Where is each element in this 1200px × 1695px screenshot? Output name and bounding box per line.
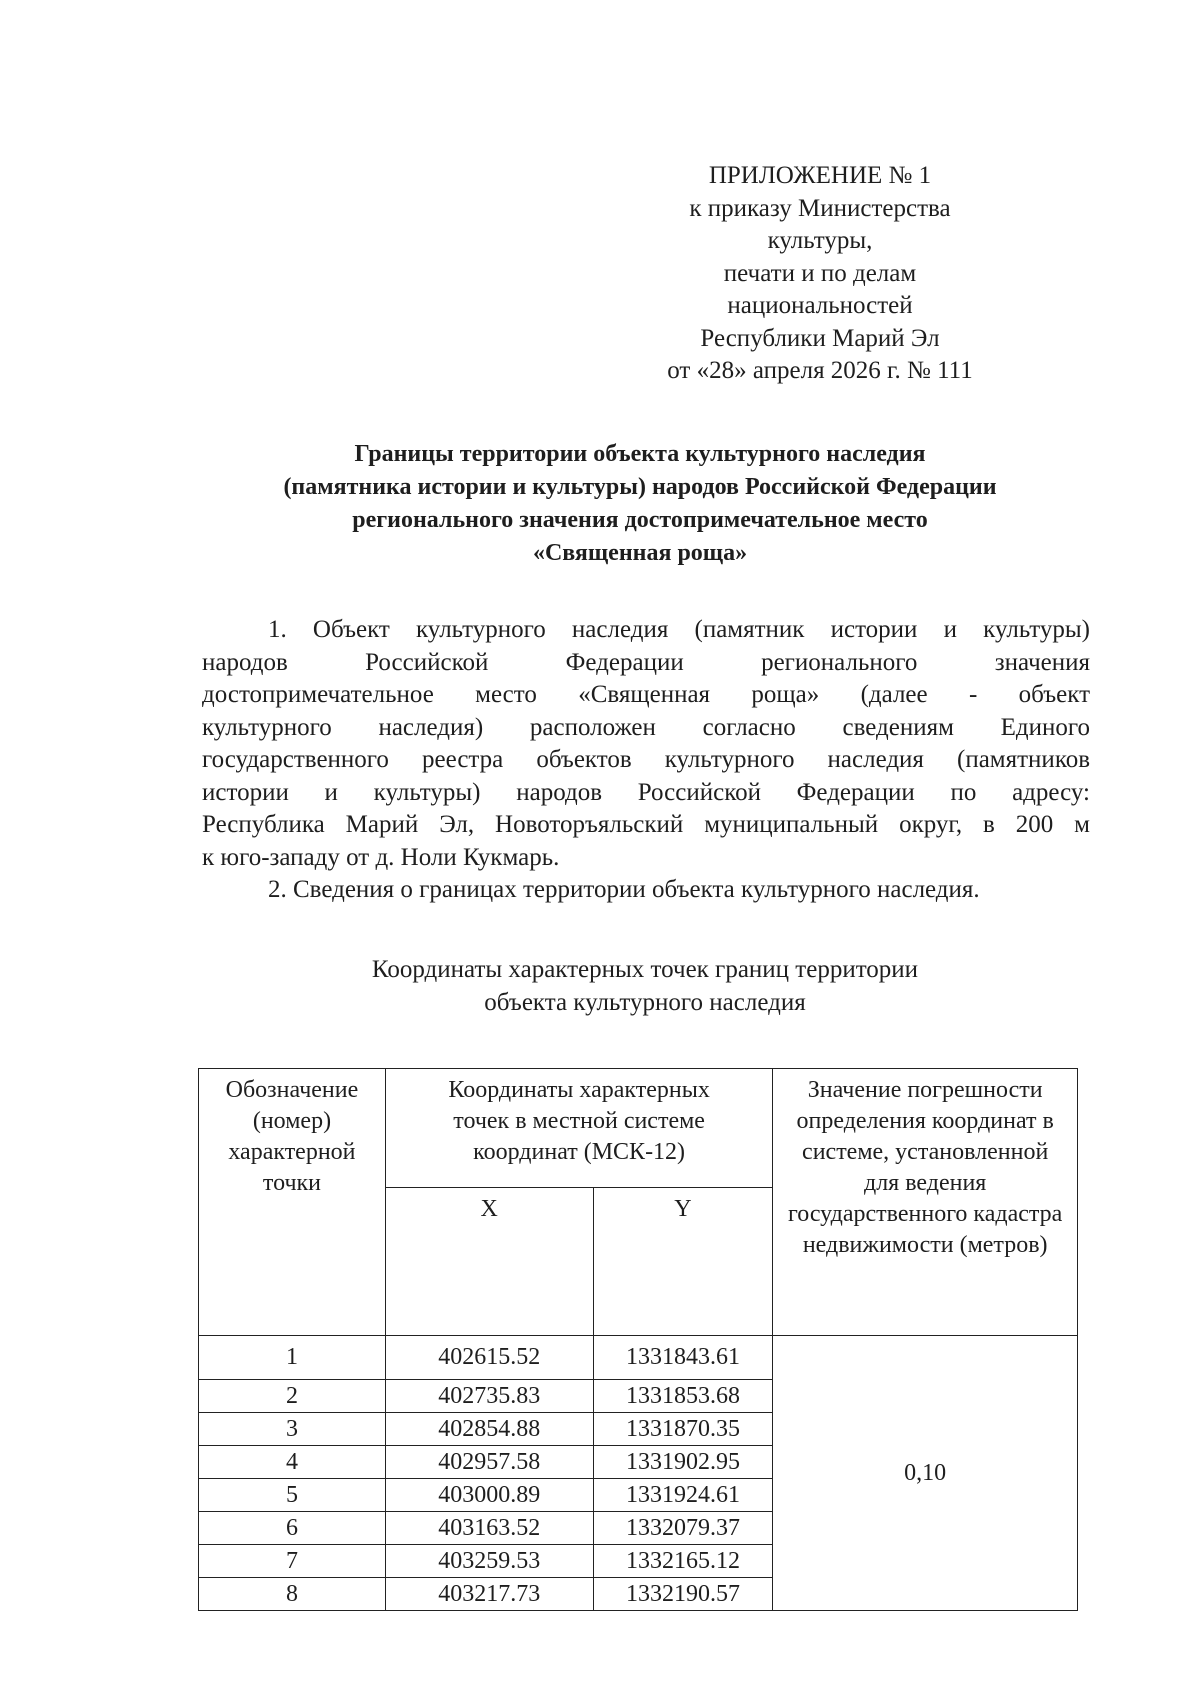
title-line: (памятника истории и культуры) народов Российской Федерации [283,474,997,500]
appendix-line: культуры, [767,227,873,254]
appendix-line: Республики Марий Эл [700,324,940,352]
coord-x: 403000.89 [385,1479,593,1512]
coordinates-table [198,1068,1078,1611]
point-number: 7 [199,1545,386,1578]
point-number: 3 [199,1413,386,1446]
coord-x: 402854.88 [385,1413,593,1446]
header-point-number: Обозначение (номер) характерной точки [199,1069,386,1336]
appendix-header [620,160,1020,388]
paragraph-line: народов Российской Федерации регионального значения [202,648,1090,676]
point-number: 4 [199,1446,386,1479]
paragraph-line: Республика Марий Эл, Новоторъяльский муниципальный округ, в 200 м [202,811,1090,838]
title-line: регионального значения достопримечательное место [352,507,928,533]
title-line: «Священная роща» [532,540,748,566]
coord-y: 1332079.37 [593,1512,773,1545]
appendix-line: к приказу Министерства [689,194,951,222]
header-coordinates: Координаты характерных точек в местной системе координат (МСК-12) [385,1069,772,1188]
coord-y: 1332165.12 [593,1545,773,1578]
point-number: 6 [199,1512,386,1545]
document-title [180,438,1100,570]
error-value: 0,10 [773,1336,1078,1611]
paragraph-1 [202,614,1090,874]
coord-y: 1331924.61 [593,1479,773,1512]
point-number: 5 [199,1479,386,1512]
paragraph-line: истории и культуры) народов Российской Федерации по адресу: [202,778,1090,806]
coord-x: 403163.52 [385,1512,593,1545]
paragraph-line: достопримечательное место «Священная роща» (далее - объект [202,681,1090,708]
coordinates-title [180,953,1110,1019]
point-number: 8 [199,1578,386,1611]
coord-x: 402615.52 [385,1336,593,1380]
appendix-line: от «28» апреля 2026 г. № 111 [667,357,973,384]
coord-y: 1331843.61 [593,1336,773,1380]
coord-x: 402735.83 [385,1380,593,1413]
coord-y: 1331902.95 [593,1446,773,1479]
appendix-line: национальностей [727,292,913,319]
coord-y: 1332190.57 [593,1578,773,1611]
appendix-line: ПРИЛОЖЕНИЕ № 1 [708,162,932,189]
coordinates-title-line: объекта культурного наследия [484,989,806,1016]
paragraph-line: культурного наследия) расположен согласно сведениям Единого [202,713,1090,741]
appendix-line: печати и по делам [723,259,917,287]
paragraph-2 [202,874,1090,907]
title-line: Границы территории объекта культурного наследия [354,441,926,467]
coord-y: 1331853.68 [593,1380,773,1413]
header-x: X [385,1188,593,1336]
coord-x: 402957.58 [385,1446,593,1479]
header-y: Y [593,1188,773,1336]
point-number: 2 [199,1380,386,1413]
paragraph-line: 2. Сведения о границах территории объекта культурного наследия. [268,876,980,903]
header-error: Значение погрешности определения координат в системе, установленной для ведения государственного кадастра недвижимости (метров) [773,1069,1078,1336]
coordinates-title-line: Координаты характерных точек границ территории [371,956,919,983]
coord-x: 403217.73 [385,1578,593,1611]
paragraph-line: государственного реестра объектов культурного наследия (памятников [202,746,1090,773]
paragraph-line: к юго-западу от д. Ноли Кукмарь. [202,843,560,871]
paragraph-line: 1. Объект культурного наследия (памятник истории и культуры) [268,616,1090,643]
coord-x: 403259.53 [385,1545,593,1578]
point-number: 1 [199,1336,386,1380]
coord-y: 1331870.35 [593,1413,773,1446]
